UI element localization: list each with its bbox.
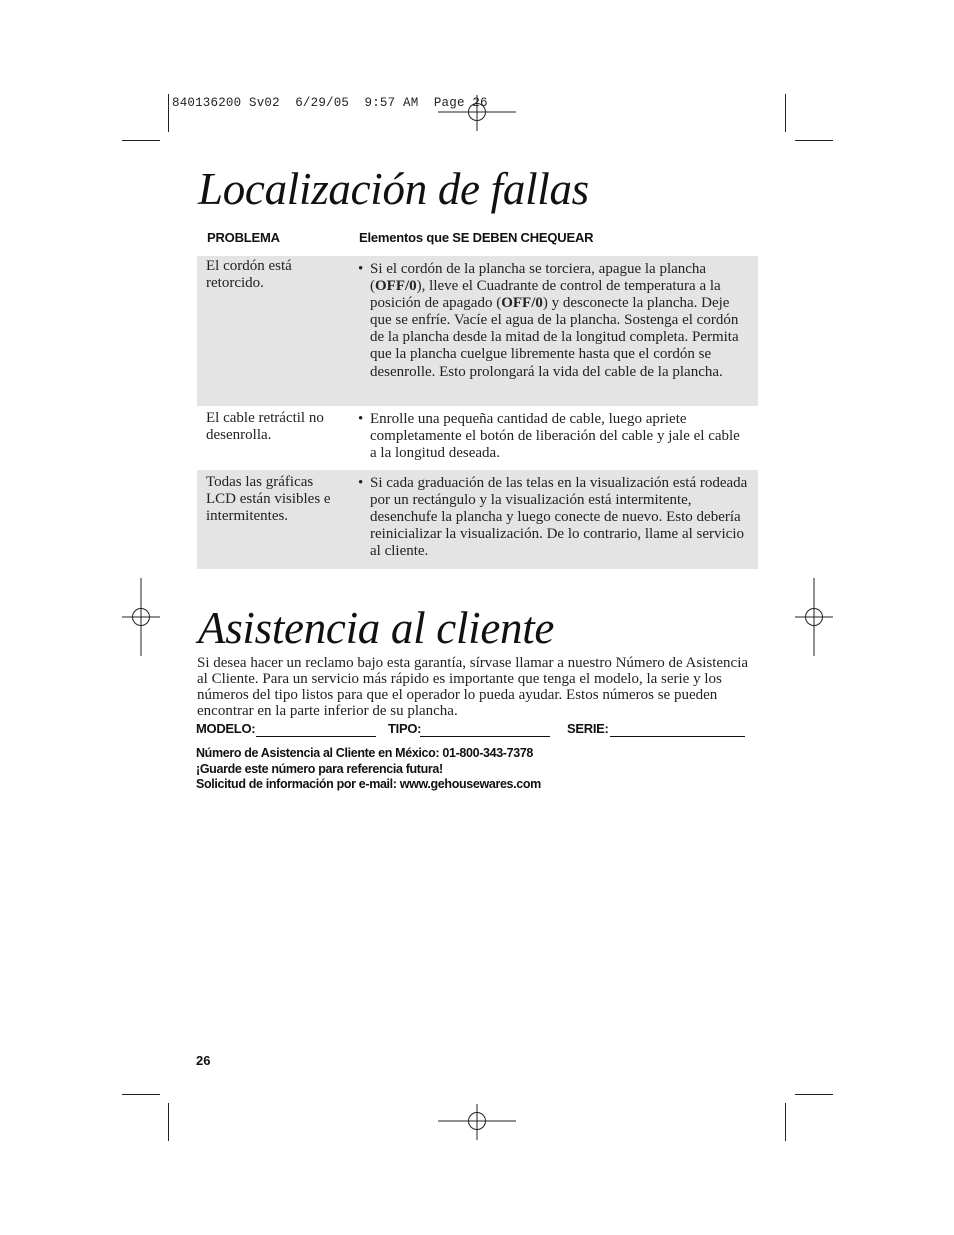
model-label: MODELO: — [196, 721, 256, 736]
problem-text: Todas las gráficas LCD están visibles e intermitentes. — [206, 474, 331, 524]
serial-blank — [610, 736, 745, 737]
assistance-title: Asistencia al cliente — [198, 603, 555, 653]
troubleshooting-row — [197, 406, 758, 470]
serial-label: SERIE: — [567, 721, 609, 736]
solution-paragraph: Enrolle una pequeña cantidad de cable, luego apriete completamente el botón de liberación del cable y jale el cable a la longitud deseada. — [370, 411, 740, 462]
crop-mark — [795, 140, 833, 141]
crop-mark — [122, 140, 160, 141]
registration-mark-icon — [795, 578, 833, 656]
model-blank — [256, 736, 376, 737]
crop-mark — [785, 1103, 786, 1141]
troubleshooting-title: Localización de fallas — [198, 164, 589, 214]
crop-mark — [795, 1094, 833, 1095]
assistance-paragraph: Si desea hacer un reclamo bajo esta garantía, sírvase llamar a nuestro Número de Asistencia al Cliente. Para un servicio más rápido es importante que tenga el modelo, la serie y los números del tipo listos para que el operador lo pueda ayudar. Estos números se pueden encontrar en la parte inferior de su plancha. — [197, 655, 749, 719]
crop-mark — [785, 94, 786, 132]
off-label: OFF/0 — [375, 278, 417, 295]
problem-text: El cordón está retorcido. — [206, 258, 292, 291]
assistance-phone: Número de Asistencia al Cliente en México: 01-800-343-7378 — [196, 746, 534, 760]
registration-mark-icon — [122, 578, 160, 656]
crop-mark — [168, 1103, 169, 1141]
column-header-check: Elementos que SE DEBEN CHEQUEAR — [359, 230, 594, 245]
off-label: OFF/0 — [501, 295, 543, 312]
bullet: • — [358, 411, 364, 427]
troubleshooting-row — [197, 256, 758, 406]
crop-mark — [168, 94, 169, 132]
bullet: • — [358, 475, 364, 491]
solution-paragraph: Si el cordón de la plancha se torciera, apague la plancha (OFF/0), lleve el Cuadrante de control de temperatura a la posición de apagado (OFF/0) y desconecte la plancha. Deje que se enfríe. Vacíe el agua de la plancha. Sostenga el cordón de la plancha desde la mitad de la longitud completa. Permita que la plancha cuelgue libremente hasta que el cordón se desenrolle. Esto prolongará la vida del cable de la plancha. — [370, 261, 739, 380]
solution-paragraph: Si cada graduación de las telas en la visualización está rodeada por un rectángulo y la visualización está intermitente, desenchufe la plancha y luego conecte de nuevo. Esto debería reinicializar la visualización. De lo contrario, llame al servicio al cliente. — [370, 475, 748, 560]
crop-mark — [122, 1094, 160, 1095]
print-slug: 840136200 Sv02 6/29/05 9:57 AM Page 26 — [172, 96, 488, 110]
troubleshooting-row — [197, 470, 758, 569]
column-header-problem: PROBLEMA — [207, 230, 280, 245]
email-info: Solicitud de información por e-mail: www.gehousewares.com — [196, 777, 541, 791]
page-number: 26 — [196, 1053, 211, 1068]
keep-number-note: ¡Guarde este número para referencia futura! — [196, 762, 443, 776]
type-label: TIPO: — [388, 721, 422, 736]
registration-mark-icon — [438, 1104, 516, 1140]
bullet: • — [358, 261, 364, 277]
problem-text: El cable retráctil no desenrolla. — [206, 410, 324, 443]
type-blank — [420, 736, 550, 737]
